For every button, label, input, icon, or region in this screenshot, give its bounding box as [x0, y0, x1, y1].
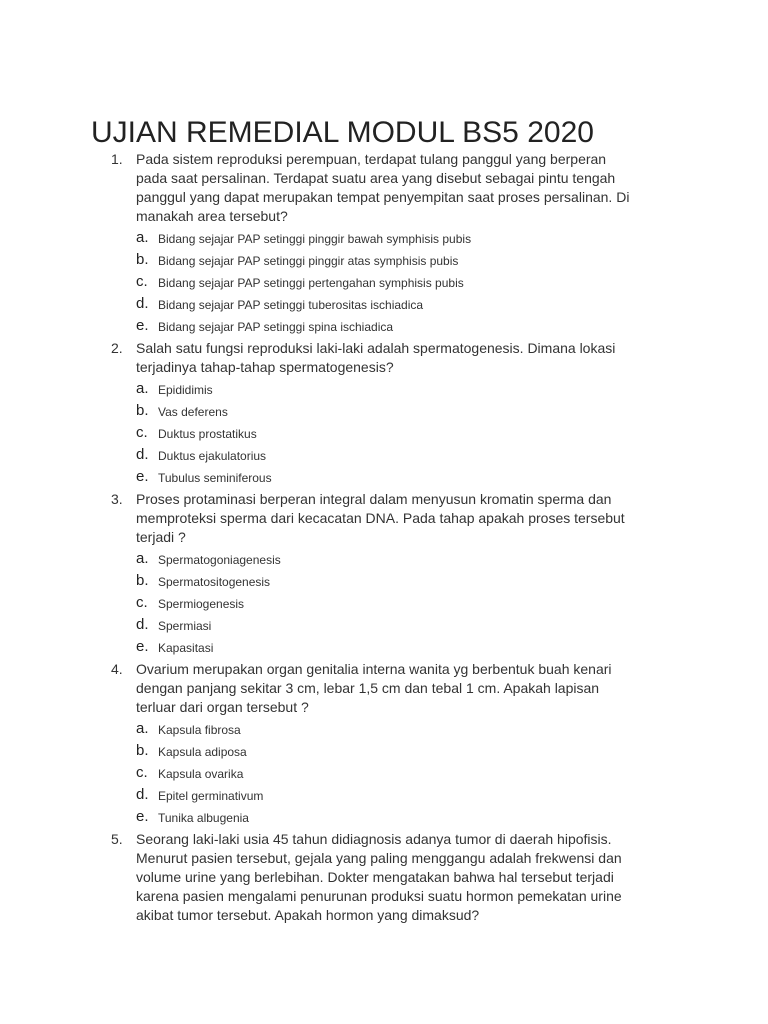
answer-option: [0, 763, 768, 785]
option-text: Kapsula adiposa: [158, 745, 247, 759]
option-text: Tubulus seminiferous: [158, 471, 272, 485]
question-item: [0, 150, 768, 338]
question-item: [0, 339, 768, 489]
option-letter: d.: [136, 616, 149, 633]
option-text: Tunika albugenia: [158, 811, 249, 825]
answer-option: [0, 807, 768, 829]
question-text-line: akibat tumor tersebut. Apakah hormon yang dimaksud?: [136, 907, 480, 923]
question-number: 5.: [111, 831, 123, 847]
option-letter: d.: [136, 295, 149, 312]
answer-option: [0, 379, 768, 401]
answer-option: [0, 741, 768, 763]
question-text-line: Proses protaminasi berperan integral dalam menyusun kromatin sperma dan: [136, 491, 612, 507]
question-text-line: dengan panjang sekitar 3 cm, lebar 1,5 cm dan tebal 1 cm. Apakah lapisan: [136, 680, 600, 696]
question-text: [136, 339, 676, 377]
question-text-line: memproteksi sperma dari kecacatan DNA. Pada tahap apakah proses tersebut: [136, 510, 625, 526]
option-letter: d.: [136, 786, 149, 803]
option-text: Epitel germinativum: [158, 789, 264, 803]
option-letter: a.: [136, 550, 149, 567]
question-number: 1.: [111, 151, 123, 167]
option-letter: e.: [136, 317, 149, 334]
question-text-line: Salah satu fungsi reproduksi laki-laki adalah spermatogenesis. Dimana lokasi: [136, 340, 616, 356]
option-letter: b.: [136, 402, 149, 419]
option-text: Kapsula fibrosa: [158, 723, 241, 737]
option-list: [0, 549, 768, 659]
option-letter: b.: [136, 742, 149, 759]
question-text-line: manakah area tersebut?: [136, 208, 288, 224]
question-number: 3.: [111, 491, 123, 507]
answer-option: [0, 250, 768, 272]
document-title: UJIAN REMEDIAL MODUL BS5 2020: [91, 116, 594, 149]
option-letter: a.: [136, 720, 149, 737]
option-list: [0, 719, 768, 829]
option-letter: b.: [136, 251, 149, 268]
option-letter: c.: [136, 764, 148, 781]
option-text: Bidang sejajar PAP setinggi pinggir bawah symphisis pubis: [158, 232, 472, 246]
question-text-line: Seorang laki-laki usia 45 tahun didiagnosis adanya tumor di daerah hipofisis.: [136, 831, 612, 847]
option-letter: d.: [136, 446, 149, 463]
question-text-line: karena pasien mengalami penurunan produksi suatu hormon pemekatan urine: [136, 888, 622, 904]
option-text: Bidang sejajar PAP setinggi pertengahan symphisis pubis: [158, 276, 464, 290]
question-text: [136, 830, 676, 925]
answer-option: [0, 549, 768, 571]
option-list: [0, 228, 768, 338]
answer-option: [0, 401, 768, 423]
option-letter: b.: [136, 572, 149, 589]
question-item: [0, 660, 768, 829]
question-number: 4.: [111, 661, 123, 677]
question-text-line: volume urine yang berlebihan. Dokter mengatakan bahwa hal tersebut terjadi: [136, 869, 614, 885]
question-number: 2.: [111, 340, 123, 356]
question-text: [136, 490, 676, 547]
answer-option: [0, 637, 768, 659]
option-text: Duktus ejakulatorius: [158, 449, 267, 463]
answer-option: [0, 228, 768, 250]
option-text: Bidang sejajar PAP setinggi tuberositas ischiadica: [158, 298, 424, 312]
question-text-line: panggul yang dapat merupakan tempat penyempitan saat proses persalinan. Di: [136, 189, 630, 205]
option-text: Spermatositogenesis: [158, 575, 271, 589]
option-text: Bidang sejajar PAP setinggi spina ischiadica: [158, 320, 394, 334]
question-text-line: Menurut pasien tersebut, gejala yang paling menggangu adalah frekwensi dan: [136, 850, 622, 866]
option-letter: c.: [136, 273, 148, 290]
answer-option: [0, 467, 768, 489]
option-list: [0, 379, 768, 489]
answer-option: [0, 719, 768, 741]
option-text: Kapasitasi: [158, 641, 214, 655]
option-letter: a.: [136, 229, 149, 246]
question-item: [0, 830, 768, 925]
option-text: Epididimis: [158, 383, 213, 397]
question-text-line: Ovarium merupakan organ genitalia interna wanita yg berbentuk buah kenari: [136, 661, 612, 677]
question-list: [0, 150, 768, 925]
answer-option: [0, 272, 768, 294]
question-text: [136, 660, 676, 717]
question-text-line: terjadinya tahap-tahap spermatogenesis?: [136, 359, 394, 375]
option-text: Vas deferens: [158, 405, 228, 419]
answer-option: [0, 571, 768, 593]
option-letter: c.: [136, 594, 148, 611]
answer-option: [0, 294, 768, 316]
question-text-line: terjadi ?: [136, 529, 186, 545]
option-text: Bidang sejajar PAP setinggi pinggir atas symphisis pubis: [158, 254, 459, 268]
answer-option: [0, 316, 768, 338]
answer-option: [0, 445, 768, 467]
answer-option: [0, 785, 768, 807]
question-text-line: terluar dari organ tersebut ?: [136, 699, 309, 715]
option-letter: e.: [136, 638, 149, 655]
option-letter: e.: [136, 468, 149, 485]
option-letter: c.: [136, 424, 148, 441]
question-text: [136, 150, 676, 226]
option-text: Spermiasi: [158, 619, 212, 633]
option-text: Duktus prostatikus: [158, 427, 257, 441]
question-text-line: Pada sistem reproduksi perempuan, terdapat tulang panggul yang berperan: [136, 151, 607, 167]
answer-option: [0, 593, 768, 615]
question-item: [0, 490, 768, 659]
option-letter: e.: [136, 808, 149, 825]
question-text-line: pada saat persalinan. Terdapat suatu area yang disebut sebagai pintu tengah: [136, 170, 616, 186]
option-text: Spermiogenesis: [158, 597, 245, 611]
option-letter: a.: [136, 380, 149, 397]
option-text: Kapsula ovarika: [158, 767, 244, 781]
answer-option: [0, 615, 768, 637]
answer-option: [0, 423, 768, 445]
option-text: Spermatogoniagenesis: [158, 553, 281, 567]
